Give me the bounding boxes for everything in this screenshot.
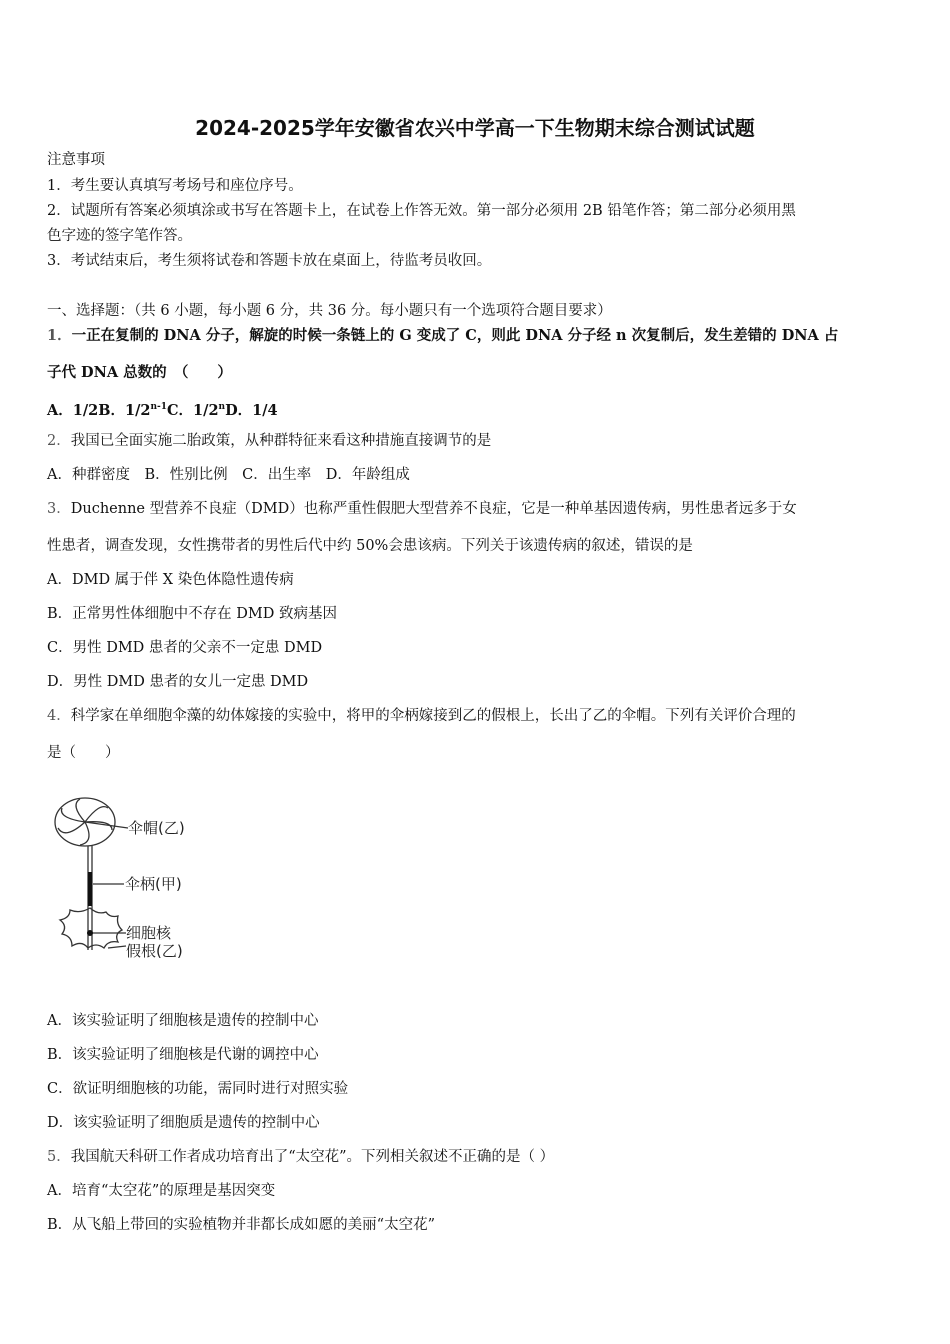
label-rhizoid: 假根(乙) [126,942,183,960]
page-title: 2024-2025学年安徽省农兴中学高一下生物期末综合测试试题 [195,116,755,140]
notice-item: 2．试题所有答案必须填涂或书写在答题卡上，在试卷上作答无效。第一部分必须用 2B 铅笔作答；第二部分必须用黑 [47,203,796,219]
option: B．从飞船上带回的实验植物并非都长成如愿的美丽“太空花” [47,1217,435,1233]
question-number: 4． [47,708,71,724]
question-number: 2． [47,433,71,449]
notice-heading: 注意事项 [47,152,105,168]
label-cap: 伞帽(乙) [128,819,185,837]
question-options: A．种群密度 B．性别比例 C．出生率 D．年龄组成 [47,467,410,483]
question-text: 我国已全面实施二胎政策，从种群特征来看这种措施直接调节的是 [70,433,492,449]
question-number: 3． [47,501,71,517]
option: A．培育“太空花”的原理是基因突变 [47,1183,276,1199]
question-text: 是（ ） [47,745,120,761]
question-number: 5． [47,1149,71,1165]
option: D．该实验证明了细胞质是遗传的控制中心 [47,1115,320,1131]
notice-item: 色字迹的签字笔作答。 [47,228,192,244]
question-5 [47,1147,554,1167]
question-text: 性患者，调查发现，女性携带者的男性后代中约 50%会患该病。下列关于该遗传病的叙述，错误的是 [47,538,693,554]
option-ab: A．1/2B．1/2 [47,401,151,419]
question-3 [47,499,797,519]
exponent: n-1 [150,402,168,412]
label-stalk: 伞柄(甲) [125,875,182,893]
question-text: 我国航天科研工作者成功培育出了“太空花”。下列相关叙述不正确的是（ ） [70,1149,555,1165]
notice-item: 3．考试结束后，考生须将试卷和答题卡放在桌面上，待监考员收回。 [47,253,492,269]
question-4 [47,706,796,726]
section-heading: 一、选择题：（共 6 小题，每小题 6 分，共 36 分。每小题只有一个选项符合题目要求） [47,303,612,319]
option: C．欲证明细胞核的功能，需同时进行对照实验 [47,1081,349,1097]
label-nucleus: 细胞核 [126,924,172,942]
question-1 [47,326,838,346]
notice-item: 1．考生要认真填写考场号和座位序号。 [47,178,303,194]
question-2 [47,431,491,451]
question-number: 1． [47,327,72,344]
option-c: C．1/2 [167,401,219,419]
option-d: D．1/4 [225,401,278,419]
question-options [47,397,278,421]
question-text: 科学家在单细胞伞藻的幼体嫁接的实验中，将甲的伞柄嫁接到乙的假根上，长出了乙的伞帽。下列有关评价合理的 [70,708,796,724]
acetabularia-figure [50,790,240,970]
question-text: 一正在复制的 DNA 分子，解旋的时候一条链上的 G 变成了 C，则此 DNA 分子经 n 次复制后，发生差错的 DNA 占 [71,327,839,344]
question-text: 子代 DNA 总数的 （ ） [47,364,232,381]
option: B．该实验证明了细胞核是代谢的调控中心 [47,1047,319,1063]
question-text: Duchenne 型营养不良症（DMD）也称严重性假肥大型营养不良症，它是一种单基因遗传病，男性患者远多于女 [70,501,797,517]
option: B．正常男性体细胞中不存在 DMD 致病基因 [47,606,337,622]
option: A．该实验证明了细胞核是遗传的控制中心 [47,1013,319,1029]
option: D．男性 DMD 患者的女儿一定患 DMD [47,674,309,690]
option: C．男性 DMD 患者的父亲不一定患 DMD [47,640,323,656]
option: A．DMD 属于伴 X 染色体隐性遗传病 [47,572,294,588]
exponent: n [218,402,226,412]
